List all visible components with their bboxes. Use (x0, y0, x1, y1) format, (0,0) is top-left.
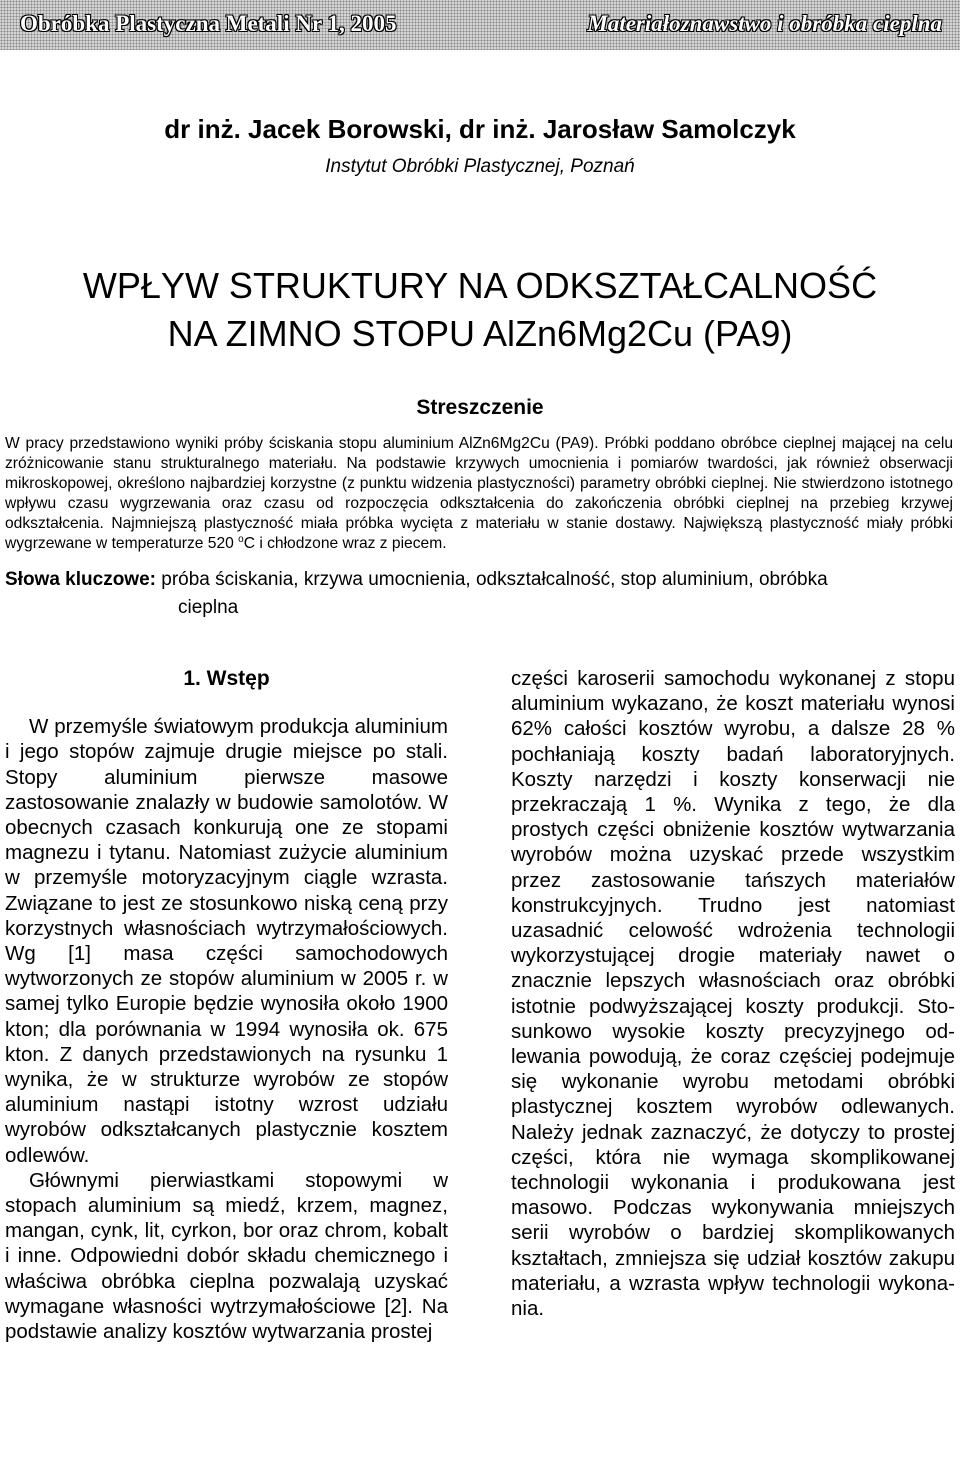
keywords-line-1: próba ściskania, krzywa umocnienia, odkształcalność, stop aluminium, obróbka (161, 569, 828, 590)
paper-title-line-2: NA ZIMNO STOPU AlZn6Mg2Cu (PA9) (167, 313, 793, 354)
body-column-left (5, 666, 448, 1344)
abstract-text (5, 434, 953, 554)
journal-title: Obróbka Plastyczna Metali Nr 1, 2005 (20, 11, 397, 36)
paragraph: części karoserii samochodu wykonanej z stopu aluminium wykazano, że koszt materiału wynosi 62% całości kosztów wyrobu, a dalsze 28 % pochłaniają koszty badań laboratoryjnych. Koszty narzędzi i koszty konserwacji nie przekraczają 1 %. Wynika z tego, że dla prostych części obniżenie kosztów wytwarzania wyrobów można uzyskać przede wszystkim przez zastosowanie tańszych materiałów konstrukcyjnych. Trudno jest natomiast uzasadnić celowość wdrożenia technologii wykorzystującej drogie materiały nawet o znacznie lepszych własnościach oraz obróbki istotnie podwyższającej koszty produkcji. Stosunkowo wysokie koszty precyzyjnego odlewania powodują, że coraz częściej podejmuje się wykonanie wyrobu metodami obróbki plastycznej kosztem wyrobów odlewanych. Należy jednak zaznaczyć, że dotyczy to prostej części, która nie wymaga skomplikowanej technologii wykonania i produkowana jest masowo. Podczas wykonywania mniejszych serii wyrobów o bardziej skomplikowanych kształtach, zmniejsza się udział kosztów zakupu materiału, a wzrasta wpływ technologii wykonania. (511, 667, 955, 1321)
keywords-label: Słowa kluczowe: (5, 569, 156, 590)
journal-header-band (0, 0, 960, 50)
section-title: 1. Wstęp (183, 667, 270, 690)
journal-section: Materiałoznawstwo i obróbka cieplna (587, 11, 942, 36)
paragraph: W przemyśle światowym produkcja aluminium i jego stopów zajmuje drugie miejsce po stali. Stopy aluminium pierwsze masowe zastosowanie znalazły w budowie samolotów. W obecnych czasach konkurują one ze stopami magnezu i tytanu. Natomiast zużycie aluminium w przemyśle motoryzacyjnym ciągle wzrasta. Związane to jest ze stosunkowo niską ceną przy korzystnych własnościach wytrzymałościowych. Wg [1] masa części samochodowych wytworzonych ze stopów aluminium w 2005 r. w samej tylko Europie będzie wynosiła około 1900 kton; dla porównania w 1994 wynosiła ok. 675 kton. Z danych przedstawionych na rysunku 1 wynika, że w strukturze wyrobów ze stopów aluminium nastąpi istotny wzrost udziału wyrobów odkształcanych plastycznie kosztem odlewów. (5, 715, 448, 1167)
affiliation: Instytut Obróbki Plastycznej, Poznań (325, 156, 635, 177)
paragraph: Głównymi pierwiastkami stopowymi w stopach aluminium są miedź, krzem, magnez, mangan, cynk, lit, cyrkon, bor oraz chrom, kobalt i inne. Odpowiedni dobór składu chemicznego i właściwa obróbka cieplna pozwalają uzyskać wymagane własności wytrzymałościowe [2]. Na podstawie analizy kosztów wytwarzania prostej (5, 1168, 448, 1344)
body-column-right (511, 666, 955, 1321)
degree-superscript: o (238, 533, 244, 545)
authors: dr inż. Jacek Borowski, dr inż. Jarosław Samolczyk (164, 114, 796, 144)
paper-title (0, 262, 960, 358)
abstract-heading: Streszczenie (416, 396, 544, 419)
keywords (5, 566, 953, 622)
paper-title-line-1: WPŁYW STRUKTURY NA ODKSZTAŁCALNOŚĆ (82, 265, 878, 306)
abstract-text-end: C i chłodzone wraz z piecem. (243, 535, 447, 552)
keywords-line-2: cieplna (178, 597, 239, 618)
abstract-text-main: W pracy przedstawiono wyniki próby ściskania stopu aluminium AlZn6Mg2Cu (PA9). Próbki poddano obróbce cieplnej mającej na celu zróżnicowanie stanu strukturalnego materiału. Na podstawie krzywych umocnienia i pomiarów twardości, jak również obserwacji mikroskopowej, określono najbardziej korzystne (z punktu widzenia plastyczności) parametry obróbki cieplnej. Nie stwierdzono istotnego wpływu czasu wygrzewania oraz czasu od rozpoczęcia odkształcenia do zakończenia obróbki cieplnej na przebieg krzywej odkształcenia. Najmniejszą plastyczność miała próbka wycięta z materiału w stanie dostawy. Największą plastyczność miały próbki wygrzewane w temperaturze 520 (5, 435, 953, 552)
